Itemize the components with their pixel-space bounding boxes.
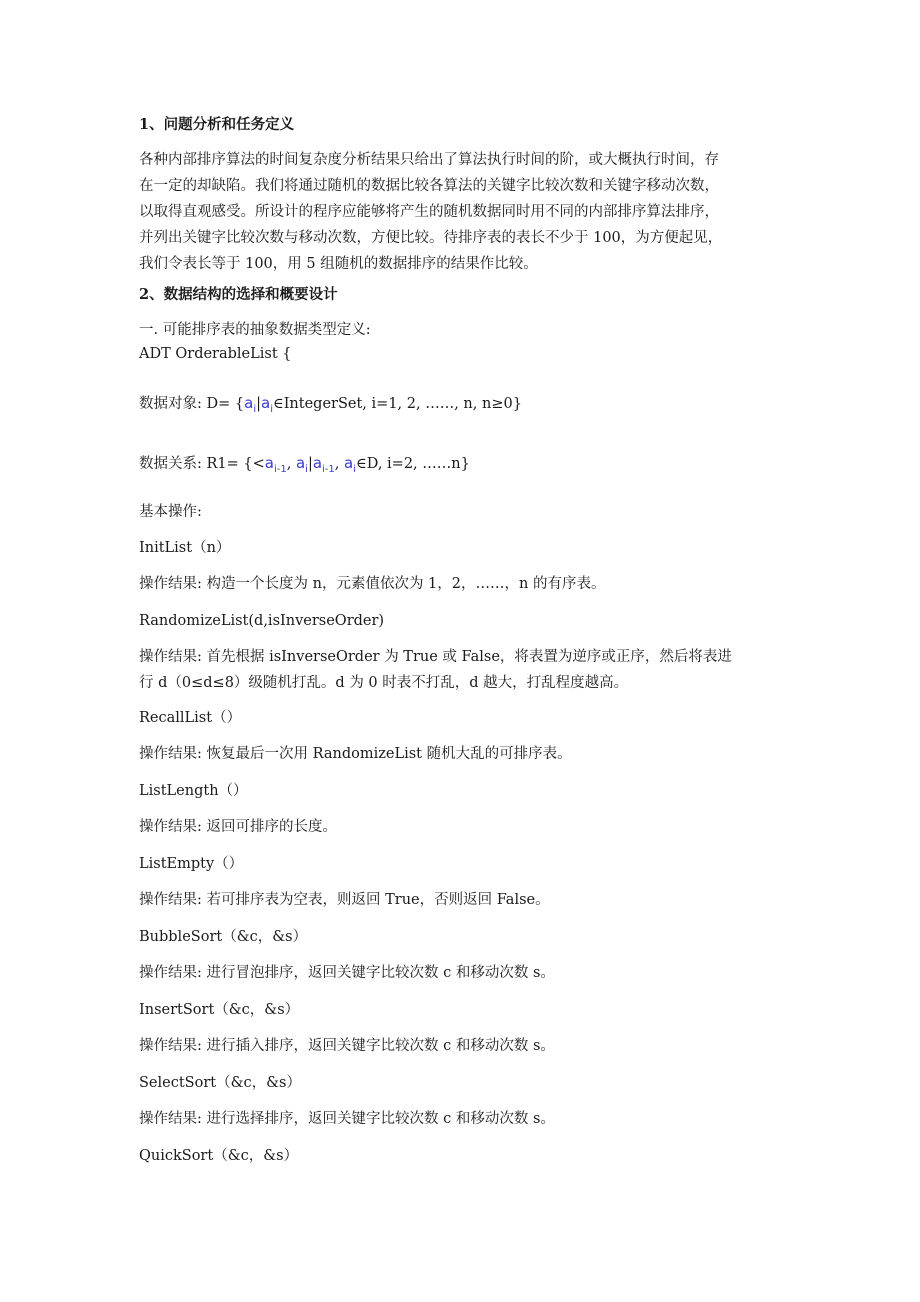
op-name: ListLength（） xyxy=(139,783,248,799)
data-relation-line: 数据关系: $R1= \{<a_{i-1}$, $a_i|a_{i-1}$, $a_i\in D$, i=2, ……n} xyxy=(139,454,470,475)
op-result: 操作结果: 进行选择排序，返回关键字比较次数 c 和移动次数 s。 xyxy=(139,1111,555,1127)
adt-declaration: ADT OrderableList { xyxy=(139,346,292,362)
op-name: InitList（n） xyxy=(139,540,231,556)
section1-heading: 1、问题分析和任务定义 xyxy=(139,116,295,133)
op-name: InsertSort（&c，&s） xyxy=(139,1002,300,1018)
formula-a-i: $a_i$ xyxy=(260,394,273,415)
adt-intro: 一. 可能排序表的抽象数据类型定义: xyxy=(139,322,371,338)
paragraph-line: 各种内部排序算法的时间复杂度分析结果只给出了算法执行时间的阶，或大概执行时间，存 xyxy=(139,152,719,168)
section1-paragraph xyxy=(139,147,789,277)
data-relation-rest: ∈D, i=2, ……n} xyxy=(355,456,470,472)
data-object-prefix: 数据对象: D= { xyxy=(139,396,245,412)
op-result: 操作结果: 进行冒泡排序，返回关键字比较次数 c 和移动次数 s。 xyxy=(139,965,555,981)
op-result: 操作结果: 若可排序表为空表，则返回 True，否则返回 False。 xyxy=(139,892,550,908)
formula-a-i-minus-1: $a_{i-1}$ xyxy=(264,454,287,475)
op-name: QuickSort（&c，&s） xyxy=(139,1148,299,1164)
data-object-rest: ∈IntegerSet, i=1, 2, ……, n, n≥0} xyxy=(272,396,522,412)
basic-ops-label: 基本操作: xyxy=(139,504,202,520)
op-name: RandomizeList(d,isInverseOrder) xyxy=(139,613,385,629)
paragraph-line: 并列出关键字比较次数与移动次数，方便比较。待排序表的表长不少于 100，为方便起见， xyxy=(139,230,723,246)
section2-heading: 2、数据结构的选择和概要设计 xyxy=(139,286,338,303)
op-result: 操作结果: 返回可排序的长度。 xyxy=(139,819,337,835)
formula-a-i-minus-1: $a_{i-1}$ xyxy=(312,454,335,475)
paragraph-line: 在一定的却缺陷。我们将通过随机的数据比较各算法的关键字比较次数和关键字移动次数， xyxy=(139,178,719,194)
op-name: RecallList（） xyxy=(139,710,242,726)
op-result: 操作结果: 进行插入排序，返回关键字比较次数 c 和移动次数 s。 xyxy=(139,1038,555,1054)
formula-a-i: $a_i$ xyxy=(344,454,356,475)
op-name: SelectSort（&c，&s） xyxy=(139,1075,301,1091)
op-name: BubbleSort（&c，&s） xyxy=(139,929,308,945)
formula-a-i: $a_i$ xyxy=(295,454,308,475)
op-name: ListEmpty（） xyxy=(139,856,244,872)
paragraph-line: 以取得直观感受。所设计的程序应能够将产生的随机数据同时用不同的内部排序算法排序， xyxy=(139,204,719,220)
data-relation-prefix: 数据关系: R1= {< xyxy=(139,456,265,472)
op-result: 操作结果: 首先根据 isInverseOrder 为 True 或 False，将表置为逆序或正序，然后将表进 xyxy=(139,649,732,665)
op-result: 操作结果: 构造一个长度为 n，元素值依次为 1，2，……，n 的有序表。 xyxy=(139,576,606,592)
op-result: 行 d（0≤d≤8）级随机打乱。d 为 0 时表不打乱，d 越大，打乱程度越高。 xyxy=(139,675,629,691)
paragraph-line: 我们令表长等于 100，用 5 组随机的数据排序的结果作比较。 xyxy=(139,256,538,272)
formula-a-i: $a_i$ xyxy=(244,394,257,415)
op-result: 操作结果: 恢复最后一次用 RandomizeList 随机大乱的可排序表。 xyxy=(139,746,572,762)
data-object-line: 数据对象: $D= \{a_i|a_i\in IntegerSet$, i=1, 2, ……, n, n≥0} xyxy=(139,394,522,415)
